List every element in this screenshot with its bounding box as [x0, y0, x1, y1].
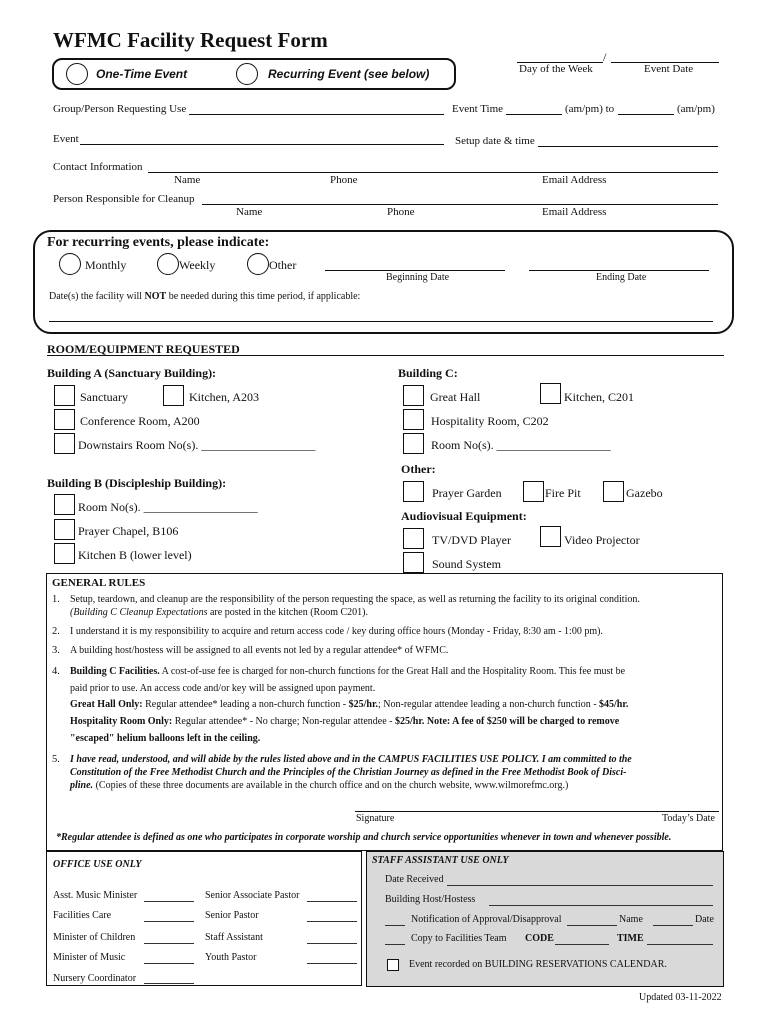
host-field[interactable] [489, 905, 713, 906]
downstairs-label: Downstairs Room No(s). ___________________ [78, 438, 316, 452]
copy-label: Copy to Facilities Team [411, 933, 507, 944]
rule-1-line2: (Building C Cleanup Expectations are posted in the kitchen (Room C201). [70, 607, 369, 618]
children-field[interactable] [144, 943, 194, 944]
contact-email-label: Email Address [542, 174, 607, 186]
rule-1-number: 1. [52, 594, 60, 605]
youth-field[interactable] [307, 963, 357, 964]
copy-check-field[interactable] [385, 944, 405, 945]
setup-field[interactable] [538, 146, 718, 147]
cleanup-label: Person Responsible for Cleanup [53, 193, 195, 205]
rule-3-text: A building host/hostess will be assigned to all events not led by a regular attendee* of WFMC. [70, 645, 449, 656]
notification-date-label: Date [695, 914, 714, 925]
setup-label: Setup date & time [455, 135, 535, 147]
rule-2-number: 2. [52, 626, 60, 637]
prayer-chapel-checkbox[interactable] [54, 519, 75, 540]
building-a-heading: Building A (Sanctuary Building): [47, 366, 217, 380]
recurring-event-radio[interactable] [236, 63, 258, 85]
ampm-label: (am/pm) [677, 103, 715, 115]
contact-phone-label: Phone [330, 174, 358, 186]
rule-5-line3: pline. (Copies of these three documents are available in the church office and on the church website, www.wilmorefmc.org.) [70, 780, 569, 791]
cleanup-phone-label: Phone [387, 206, 415, 218]
building-b-heading: Building B (Discipleship Building): [47, 476, 227, 490]
room-b-label: Room No(s). ___________________ [78, 500, 258, 514]
sound-label: Sound System [432, 557, 502, 571]
one-time-event-label: One-Time Event [96, 67, 188, 81]
day-of-week-label: Day of the Week [519, 63, 593, 75]
calendar-recorded-checkbox[interactable] [387, 959, 399, 971]
group-label: Group/Person Requesting Use [53, 103, 187, 115]
sanctuary-checkbox[interactable] [54, 385, 75, 406]
hospitality-label: Hospitality Room, C202 [431, 414, 549, 428]
notification-name-label: Name [619, 914, 643, 925]
event-field[interactable] [80, 144, 444, 145]
other-radio[interactable] [247, 253, 269, 275]
prayer-chapel-label: Prayer Chapel, B106 [78, 524, 179, 538]
great-hall-fees: Great Hall Only: Regular attendee* leading a non-church function - $25/hr.; Non-regular attendee leading a non-church function - $45/hr. [70, 699, 629, 710]
beginning-date-label: Beginning Date [386, 272, 450, 283]
code-field[interactable] [555, 944, 609, 945]
asst-music-label: Asst. Music Minister [53, 890, 138, 901]
music-label: Minister of Music [53, 952, 126, 963]
projector-checkbox[interactable] [540, 526, 561, 547]
senior-assoc-field[interactable] [307, 901, 357, 902]
conference-checkbox[interactable] [54, 409, 75, 430]
code-label: CODE [525, 933, 554, 944]
fire-pit-checkbox[interactable] [523, 481, 544, 502]
great-hall-label: Great Hall [430, 390, 481, 404]
rooms-heading: ROOM/EQUIPMENT REQUESTED [47, 342, 240, 356]
asst-music-field[interactable] [144, 901, 194, 902]
form-title: WFMC Facility Request Form [53, 28, 328, 52]
room-c-checkbox[interactable] [403, 433, 424, 454]
time-field[interactable] [647, 944, 713, 945]
date-received-label: Date Received [385, 874, 444, 885]
ampm-to-label: (am/pm) to [565, 103, 615, 115]
downstairs-checkbox[interactable] [54, 433, 75, 454]
todays-date-label: Today’s Date [662, 813, 715, 824]
room-c-label: Room No(s). ___________________ [431, 438, 611, 452]
prayer-garden-label: Prayer Garden [432, 486, 502, 500]
rule-4-line2: paid prior to use. An access code and/or key will be assigned upon payment. [70, 683, 376, 694]
kitchen-a203-label: Kitchen, A203 [189, 390, 259, 404]
cleanup-name-label: Name [236, 206, 263, 218]
contact-field[interactable] [148, 172, 718, 173]
hospitality-fees: Hospitality Room Only: Regular attendee* - No charge; Non-regular attendee - $25/hr. Note: A fee of $250 will be charged to remove [70, 716, 620, 727]
weekly-radio[interactable] [157, 253, 179, 275]
updated-date: Updated 03-11-2022 [639, 992, 722, 1003]
host-label: Building Host/Hostess [385, 894, 476, 905]
gazebo-checkbox[interactable] [603, 481, 624, 502]
rooms-heading-rule [47, 355, 724, 356]
fire-pit-label: Fire Pit [545, 486, 581, 500]
senior-pastor-field[interactable] [307, 921, 357, 922]
tv-dvd-checkbox[interactable] [403, 528, 424, 549]
rule-4-number: 4. [52, 666, 60, 677]
contact-name-label: Name [174, 174, 201, 186]
kitchen-c201-label: Kitchen, C201 [564, 390, 634, 404]
event-time-start-field[interactable] [506, 114, 562, 115]
group-field[interactable] [189, 114, 444, 115]
ending-date-field[interactable] [529, 270, 709, 271]
office-use-box [46, 851, 362, 986]
senior-pastor-label: Senior Pastor [205, 910, 259, 921]
signature-label: Signature [356, 813, 395, 824]
staff-assistant-label: Staff Assistant [205, 932, 263, 943]
music-field[interactable] [144, 963, 194, 964]
other-heading: Other: [401, 462, 436, 476]
rule-3-number: 3. [52, 645, 60, 656]
weekly-label: Weekly [179, 258, 216, 272]
recurring-heading: For recurring events, please indicate: [47, 235, 270, 250]
room-b-checkbox[interactable] [54, 494, 75, 515]
signature-field[interactable] [355, 811, 719, 812]
ending-date-label: Ending Date [596, 272, 647, 283]
rule-5-number: 5. [52, 754, 60, 765]
time-label: TIME [617, 933, 644, 944]
kitchen-c201-checkbox[interactable] [540, 383, 561, 404]
facilities-label: Facilities Care [53, 910, 112, 921]
projector-label: Video Projector [564, 533, 640, 547]
office-heading: OFFICE USE ONLY [53, 859, 142, 870]
contact-label: Contact Information [53, 161, 143, 173]
monthly-label: Monthly [85, 258, 127, 272]
facilities-field[interactable] [144, 921, 194, 922]
other-label: Other [269, 258, 297, 272]
event-type-box [52, 58, 456, 90]
rule-4-line1: Building C Facilities. A cost-of-use fee is charged for non-church functions for the Great Hall and the Hospitality Room. This fee must be [70, 666, 626, 677]
notification-date-field[interactable] [653, 925, 693, 926]
great-hall-checkbox[interactable] [403, 385, 424, 406]
event-label: Event [53, 133, 79, 145]
hospitality-fees-note: "escaped" helium balloons left in the ceiling. [70, 733, 261, 744]
rules-heading: GENERAL RULES [52, 577, 146, 589]
nursery-field[interactable] [144, 983, 194, 984]
date-slash: / [603, 50, 607, 64]
tv-dvd-label: TV/DVD Player [432, 533, 511, 547]
kitchen-a203-checkbox[interactable] [163, 385, 184, 406]
event-date-label: Event Date [644, 63, 694, 75]
rule-1-line1: Setup, teardown, and cleanup are the responsibility of the person requesting the space, as well as returning the facility to its original condition. [70, 594, 640, 605]
staff-assistant-field[interactable] [307, 943, 357, 944]
notification-name-field[interactable] [567, 925, 617, 926]
cleanup-email-label: Email Address [542, 206, 607, 218]
not-needed-dates-field[interactable] [49, 321, 713, 322]
hospitality-checkbox[interactable] [403, 409, 424, 430]
event-time-end-field[interactable] [618, 114, 674, 115]
av-heading: Audiovisual Equipment: [401, 509, 527, 523]
staff-assistant-box [366, 851, 724, 987]
calendar-recorded-label: Event recorded on BUILDING RESERVATIONS CALENDAR. [409, 959, 667, 970]
notification-label: Notification of Approval/Disapproval [411, 914, 562, 925]
monthly-radio[interactable] [59, 253, 81, 275]
rule-2-text: I understand it is my responsibility to acquire and return access code / key during office hours (Monday - Friday, 8:30 am - 1:00 pm). [70, 626, 603, 637]
conference-label: Conference Room, A200 [80, 414, 200, 428]
beginning-date-field[interactable] [325, 270, 505, 271]
date-received-field[interactable] [447, 885, 713, 886]
rule-5-line1: I have read, understood, and will abide by the rules listed above and in the CAMPUS FACILITIES USE POLICY. I am committed to the [70, 754, 632, 765]
notification-check-field[interactable] [385, 925, 405, 926]
staff-heading: STAFF ASSISTANT USE ONLY [372, 855, 509, 866]
gazebo-label: Gazebo [626, 486, 663, 500]
recurring-section [33, 230, 734, 334]
senior-assoc-label: Senior Associate Pastor [205, 890, 300, 901]
prayer-garden-checkbox[interactable] [403, 481, 424, 502]
building-c-heading: Building C: [398, 366, 458, 380]
children-label: Minister of Children [53, 932, 136, 943]
nursery-label: Nursery Coordinator [53, 973, 137, 984]
regular-attendee-footnote: *Regular attendee is defined as one who participates in corporate worship and church service opportunities whenever in town and whenever possible. [56, 832, 672, 843]
event-time-label: Event Time [452, 103, 504, 115]
sound-checkbox[interactable] [403, 552, 424, 573]
not-needed-label: Date(s) the facility will NOT be needed during this time period, if applicable: [49, 291, 361, 302]
cleanup-field[interactable] [202, 204, 718, 205]
rule-5-line2: Constitution of the Free Methodist Church and the Principles of the Christian Journey as defined in the Free Methodist Book of Disci- [70, 767, 627, 778]
recurring-event-label: Recurring Event (see below) [268, 67, 430, 81]
kitchen-b-label: Kitchen B (lower level) [78, 548, 192, 562]
kitchen-b-checkbox[interactable] [54, 543, 75, 564]
one-time-event-radio[interactable] [66, 63, 88, 85]
sanctuary-label: Sanctuary [80, 390, 128, 404]
youth-label: Youth Pastor [205, 952, 257, 963]
